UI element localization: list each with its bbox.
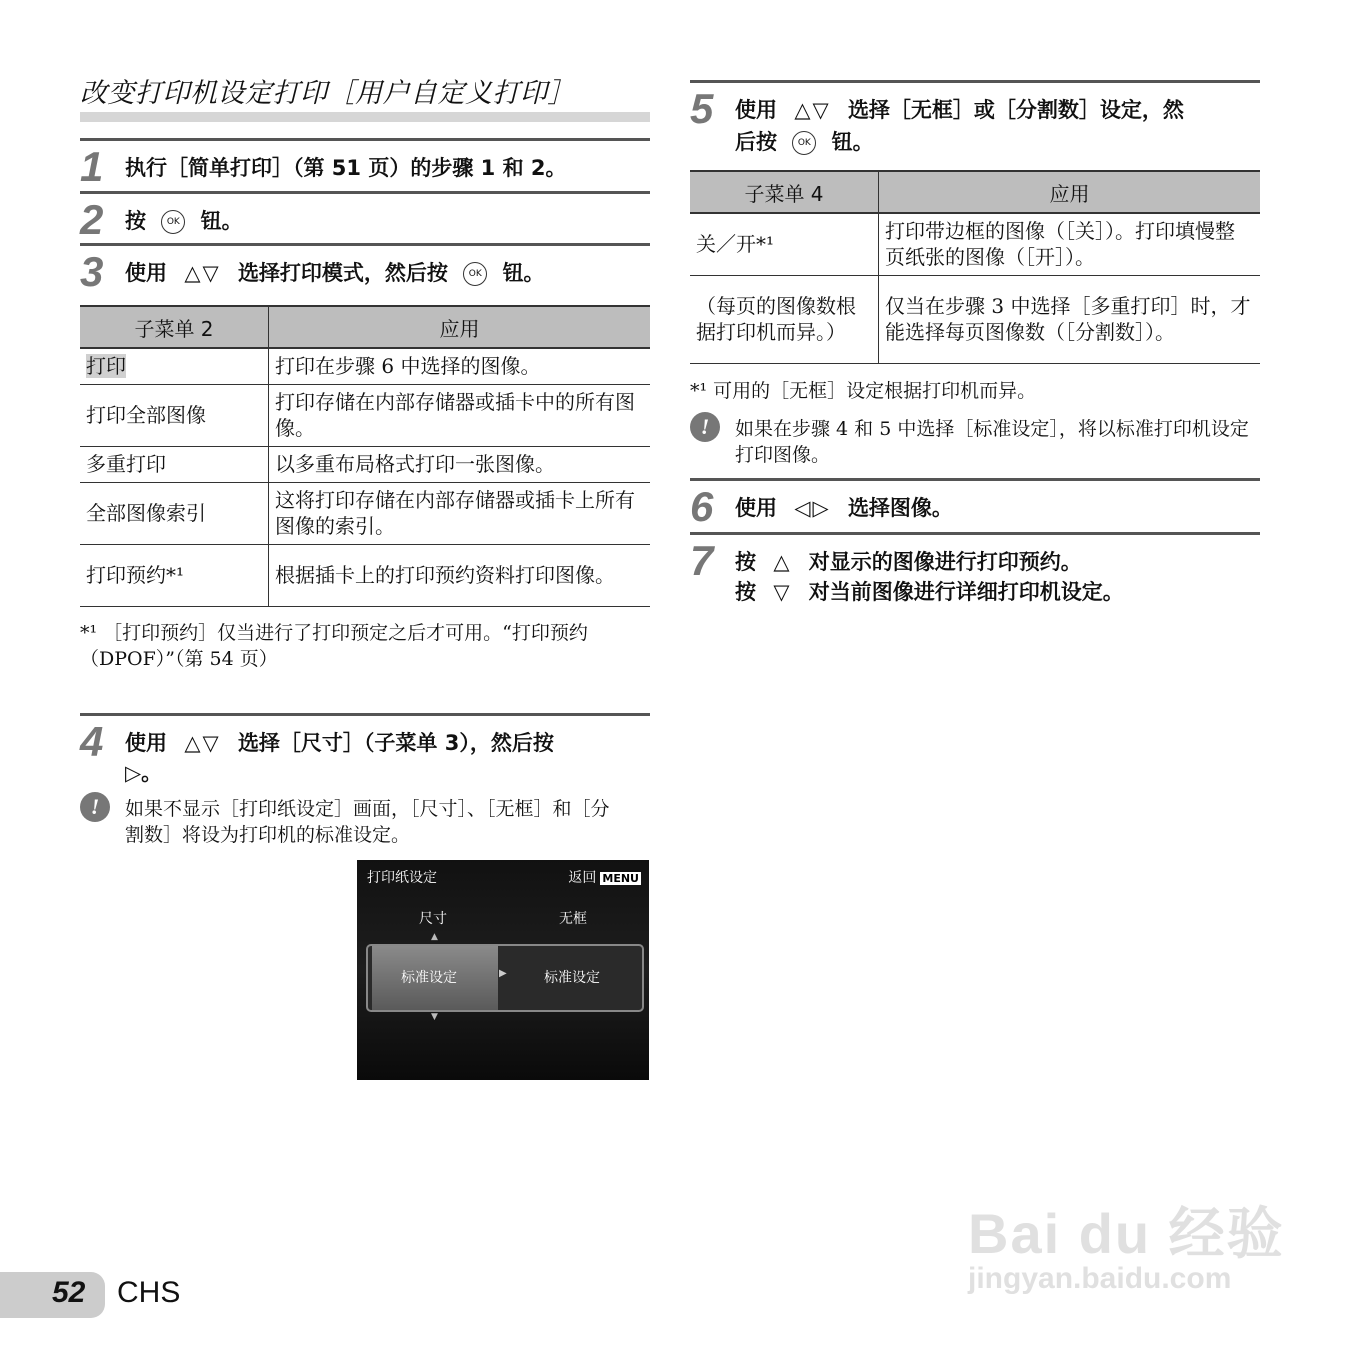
ok-button-icon: OK xyxy=(792,131,816,155)
footnote: *¹ ［打印预约］仅当进行了打印预定之后才可用。“打印预约（DPOF）”（第 54 页） xyxy=(80,622,588,670)
step-4 xyxy=(80,713,650,792)
step-text-line1 xyxy=(735,547,1082,577)
watermark-url: jingyan.baidu.com xyxy=(968,1262,1232,1295)
step-text xyxy=(125,728,554,758)
up-arrow-icon: ▲ xyxy=(431,932,438,942)
step-3 xyxy=(80,243,650,302)
table-cell: 仅当在步骤 3 中选择［多重打印］时，才能选择每页图像数（［分割数］）。 xyxy=(879,275,1261,363)
step-text xyxy=(735,95,1184,125)
value-size[interactable]: 标准设定 xyxy=(401,970,457,986)
step-text xyxy=(735,493,953,523)
camera-screen xyxy=(357,860,649,1080)
up-down-arrow-icon: △▽ xyxy=(184,261,221,285)
language-label: CHS xyxy=(117,1276,181,1309)
step-text-main: 选择图像。 xyxy=(847,496,953,520)
column-label-borderless: 无框 xyxy=(559,911,587,927)
page-number: 52 xyxy=(52,1276,86,1309)
step-text-pre2: 后按 xyxy=(735,130,777,154)
table-header-row xyxy=(80,306,650,348)
table-cell: 打印全部图像 xyxy=(80,384,269,446)
up-down-arrow-icon: △▽ xyxy=(794,98,831,122)
table-row xyxy=(80,544,650,606)
table-cell: 打印带边框的图像（［关］）。打印填慢整页纸张的图像（［开］）。 xyxy=(879,213,1261,275)
step-text-line2 xyxy=(735,577,1124,607)
back-label: 返回 xyxy=(568,870,597,886)
table-cell: 打印存储在内部存储器或插卡中的所有图像。 xyxy=(269,384,651,446)
step-number: 7 xyxy=(690,537,714,584)
table-cell: 以多重布局格式打印一张图像。 xyxy=(269,446,651,482)
table-header: 子菜单 2 xyxy=(80,306,269,348)
table-cell: 根据插卡上的打印预约资料打印图像。 xyxy=(269,544,651,606)
table-header: 应用 xyxy=(269,306,651,348)
step-text-pre: 使用 xyxy=(735,496,777,520)
step-text-main: 选择［尺寸］（子菜单 3），然后按 xyxy=(237,731,554,755)
table-row xyxy=(80,384,650,446)
table-cell: 打印在步骤 6 中选择的图像。 xyxy=(269,348,651,384)
step-text-post: 钮。 xyxy=(831,130,874,154)
up-arrow-icon: △ xyxy=(773,550,792,574)
submenu-4-table xyxy=(690,170,1260,364)
step-2 xyxy=(80,191,650,244)
table-header: 应用 xyxy=(879,171,1261,213)
down-arrow-icon: ▽ xyxy=(773,580,792,604)
table-header: 子菜单 4 xyxy=(690,171,879,213)
step-text-line2 xyxy=(735,127,874,157)
footnote: *¹ 可用的［无框］设定根据打印机而异。 xyxy=(690,380,1037,402)
caution-note: 如果在步骤 4 和 5 中选择［标准设定］，将以标准打印机设定打印图像。 xyxy=(735,418,1249,466)
step-number: 5 xyxy=(690,85,714,132)
step-text-main: 对当前图像进行详细打印机设定。 xyxy=(808,580,1124,604)
watermark-logo: Bai du 经验 xyxy=(968,1202,1285,1265)
step-text-pre: 按 xyxy=(125,209,146,233)
caution-icon: ! xyxy=(690,412,720,442)
table-row xyxy=(80,348,650,384)
table-cell: 全部图像索引 xyxy=(80,482,269,544)
menu-badge: MENU xyxy=(602,872,639,885)
caution-icon: ! xyxy=(80,792,110,822)
step-number: 1 xyxy=(80,143,104,190)
highlighted-term: 打印 xyxy=(86,354,126,379)
left-right-arrow-icon: ◁▷ xyxy=(794,496,831,520)
step-text-pre: 使用 xyxy=(125,261,167,285)
step-1 xyxy=(80,138,650,191)
screen-title: 打印纸设定 xyxy=(367,870,437,886)
table-row xyxy=(80,482,650,544)
down-arrow-icon: ▼ xyxy=(431,1012,438,1022)
step-text-main: 对显示的图像进行打印预约。 xyxy=(808,550,1082,574)
step-text: 执行［简单打印］（第 51 页）的步骤 1 和 2。 xyxy=(125,156,567,180)
ok-button-icon: OK xyxy=(463,262,487,286)
ok-button-icon: OK xyxy=(161,210,185,234)
step-text-pre: 使用 xyxy=(125,731,167,755)
step-number: 2 xyxy=(80,196,104,243)
step-number: 6 xyxy=(690,483,714,530)
table-cell: （每页的图像数根据打印机而异。） xyxy=(690,275,879,363)
step-text-mid: 选择打印模式，然后按 xyxy=(237,261,448,285)
step-6 xyxy=(690,478,1260,533)
step-text-pre: 按 xyxy=(735,550,756,574)
step-text xyxy=(125,206,243,236)
table-row xyxy=(80,446,650,482)
chevron-right-icon: ▶ xyxy=(499,968,507,979)
step-number: 3 xyxy=(80,248,104,295)
step-text-post: 钮。 xyxy=(200,209,243,233)
step-text-post: 钮。 xyxy=(502,261,545,285)
table-cell: 多重打印 xyxy=(80,446,269,482)
table-header-row xyxy=(690,171,1260,213)
submenu-2-table xyxy=(80,305,650,607)
back-button xyxy=(568,867,641,887)
step-text-main: 选择［无框］或［分割数］设定，然 xyxy=(847,98,1184,122)
table-row xyxy=(690,275,1260,363)
step-text-pre: 使用 xyxy=(735,98,777,122)
value-borderless[interactable]: 标准设定 xyxy=(544,970,600,986)
step-number: 4 xyxy=(80,718,104,765)
page-title: 改变打印机设定打印［用户自定义打印］ xyxy=(80,76,650,122)
step-text xyxy=(125,258,545,288)
table-cell: 打印预约*¹ xyxy=(80,544,269,606)
table-cell xyxy=(80,348,269,384)
step-7 xyxy=(690,532,1260,615)
table-cell: 关／开*¹ xyxy=(690,213,879,275)
table-cell: 这将打印存储在内部存储器或插卡上所有图像的索引。 xyxy=(269,482,651,544)
step-text-pre: 按 xyxy=(735,580,756,604)
caution-note: 如果不显示［打印纸设定］画面，［尺寸］、［无框］和［分割数］将设为打印机的标准设定。 xyxy=(125,798,610,846)
up-down-arrow-icon: △▽ xyxy=(184,731,221,755)
table-row xyxy=(690,213,1260,275)
step-text-line2: ▷。 xyxy=(125,761,163,785)
step-5 xyxy=(690,80,1260,169)
column-label-size: 尺寸 xyxy=(419,911,447,927)
